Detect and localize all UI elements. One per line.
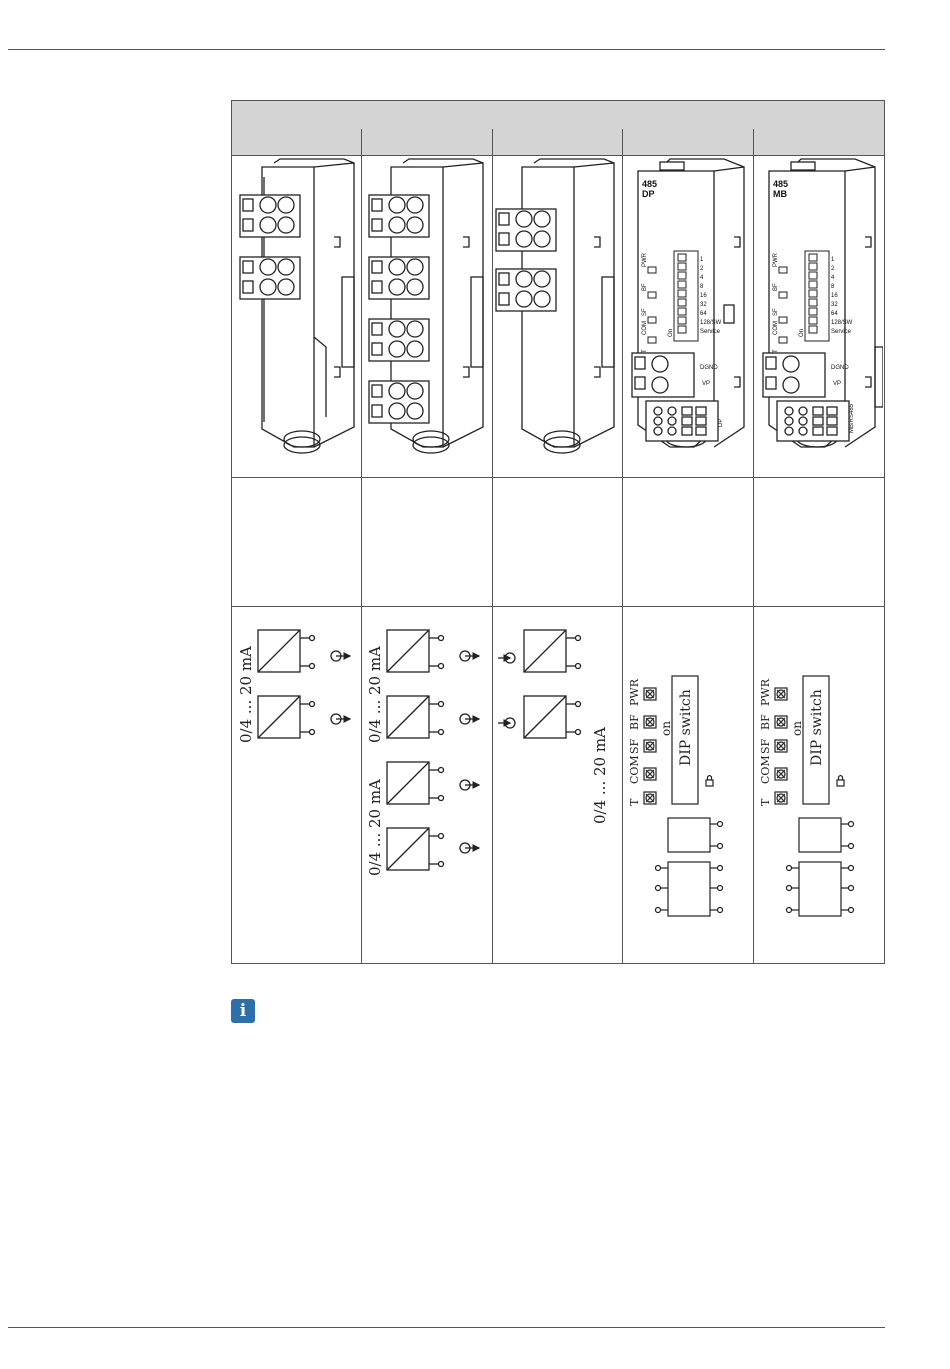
led-indicator [775, 792, 787, 804]
header-rule [8, 49, 885, 50]
terminal-block [632, 353, 694, 397]
led-label: BF [628, 714, 641, 730]
led-label: PWR [642, 253, 648, 267]
dip-value: 64 [700, 311, 707, 317]
dip-value: 1 [831, 257, 835, 263]
output-arrow-icon [331, 714, 350, 724]
terminal-block [369, 257, 429, 299]
header-divider [361, 129, 362, 155]
module-illustration-analog-2 [234, 157, 360, 475]
module-type-bottom: MB [773, 189, 787, 199]
converter-symbol [524, 696, 581, 738]
converter-symbol [258, 630, 315, 672]
header-divider [753, 129, 754, 155]
row-divider [232, 606, 884, 607]
module-type-top: 485 [773, 179, 789, 189]
led-label: PWR [759, 679, 772, 706]
led-indicator [644, 792, 656, 804]
row-divider [232, 477, 884, 478]
dip-value: Service [831, 329, 852, 335]
converter-symbol [387, 828, 444, 870]
dip-value: 2 [700, 266, 704, 272]
module-table [231, 100, 885, 964]
dip-value: 1 [700, 257, 704, 263]
lock-icon [706, 776, 713, 787]
side-label: DP [718, 418, 724, 427]
led-label: COM [628, 755, 641, 784]
dip-on-label: On [799, 328, 805, 337]
terminal-block [369, 195, 429, 237]
column-divider [361, 155, 362, 963]
dip-value: 2 [831, 266, 835, 272]
footer-rule [8, 1327, 885, 1328]
range-label: 0/4 ... 20 mA [237, 646, 255, 743]
dip-value: 16 [831, 293, 838, 299]
led-label: SF [628, 738, 641, 754]
dip-value: 32 [700, 302, 707, 308]
dip-value: 32 [831, 302, 838, 308]
dip-switch-label: DIP switch [678, 689, 694, 766]
output-arrow-icon [460, 714, 479, 724]
dip-value: 8 [700, 284, 704, 290]
terminal-block [240, 195, 300, 237]
led-indicator [775, 716, 787, 728]
led-label: BF [642, 283, 648, 291]
converter-symbol [387, 762, 444, 804]
column-divider [492, 155, 493, 963]
terminal-block [369, 381, 429, 423]
led-label: T [759, 798, 772, 806]
led-indicator [644, 716, 656, 728]
dip-value: 64 [831, 311, 838, 317]
range-label: 0/4 ... 20 mA [591, 727, 609, 824]
module-illustration-analog-4 [363, 157, 491, 475]
led-indicator [644, 688, 656, 700]
wiring-fieldbus-mb [755, 608, 883, 962]
converter-symbol [387, 696, 444, 738]
range-label: 0/4 ... 20 mA [366, 646, 384, 743]
led-indicator [644, 768, 656, 780]
output-arrow-icon [460, 651, 479, 661]
led-label: COM [759, 755, 772, 784]
terminal-label: DGND [831, 365, 849, 371]
terminal-label: DGND [700, 365, 718, 371]
led-indicator [775, 768, 787, 780]
dip-value: 8 [831, 284, 835, 290]
dip-value: Service [700, 329, 721, 335]
dip-switch-label: DIP switch [809, 689, 825, 766]
converter-symbol [524, 630, 581, 672]
led-label: SF [759, 738, 772, 754]
column-divider [622, 155, 623, 963]
led-indicator [775, 688, 787, 700]
led-label: PWR [628, 679, 641, 706]
input-arrow-icon [498, 718, 515, 728]
led-indicator [644, 740, 656, 752]
column-divider [753, 155, 754, 963]
converter-symbol [387, 630, 444, 672]
led-indicator [775, 740, 787, 752]
led-label: T [642, 349, 648, 353]
module-illustration-fieldbus-mb [755, 157, 883, 475]
dip-value: 128/SW [831, 320, 853, 326]
terminal-label: VP [833, 381, 842, 387]
side-label: MB/RS485 [849, 403, 855, 433]
terminal-block [763, 353, 825, 397]
module-illustration-fieldbus-dp [624, 157, 752, 475]
led-label: COM [642, 321, 648, 335]
led-label: T [773, 349, 779, 353]
input-arrow-icon [498, 653, 515, 663]
terminal-block [240, 257, 300, 299]
dip-value: 16 [700, 293, 707, 299]
module-type-top: 485 [642, 179, 658, 189]
module-illustration-analog-2-in [494, 157, 621, 475]
led-label: BF [759, 714, 772, 730]
on-label: on [659, 721, 673, 736]
header-divider [622, 129, 623, 155]
range-label: 0/4 ... 20 mA [366, 779, 384, 876]
converter-symbol [258, 696, 315, 738]
led-label: SF [773, 308, 779, 316]
led-label: SF [642, 308, 648, 316]
info-icon: i [231, 999, 255, 1023]
plug-connector [646, 401, 718, 441]
dip-value: 4 [700, 275, 704, 281]
dip-value: 128/SW [700, 320, 722, 326]
dip-value: 4 [831, 275, 835, 281]
output-arrow-icon [460, 780, 479, 790]
led-label: COM [773, 321, 779, 335]
terminal-label: VP [702, 381, 711, 387]
led-label: T [628, 798, 641, 806]
output-arrow-icon [460, 843, 479, 853]
table-header [232, 101, 884, 156]
header-divider [492, 129, 493, 155]
terminal-block [369, 319, 429, 361]
module-type-bottom: DP [642, 189, 655, 199]
dip-on-label: On [668, 328, 674, 337]
terminal-block [496, 209, 556, 251]
on-label: on [790, 721, 804, 736]
lock-icon [837, 776, 844, 787]
output-arrow-icon [331, 651, 350, 661]
plug-connector [777, 401, 849, 441]
wiring-fieldbus-dp [624, 608, 752, 962]
led-label: BF [773, 283, 779, 291]
terminal-block [496, 269, 556, 311]
led-label: PWR [773, 253, 779, 267]
